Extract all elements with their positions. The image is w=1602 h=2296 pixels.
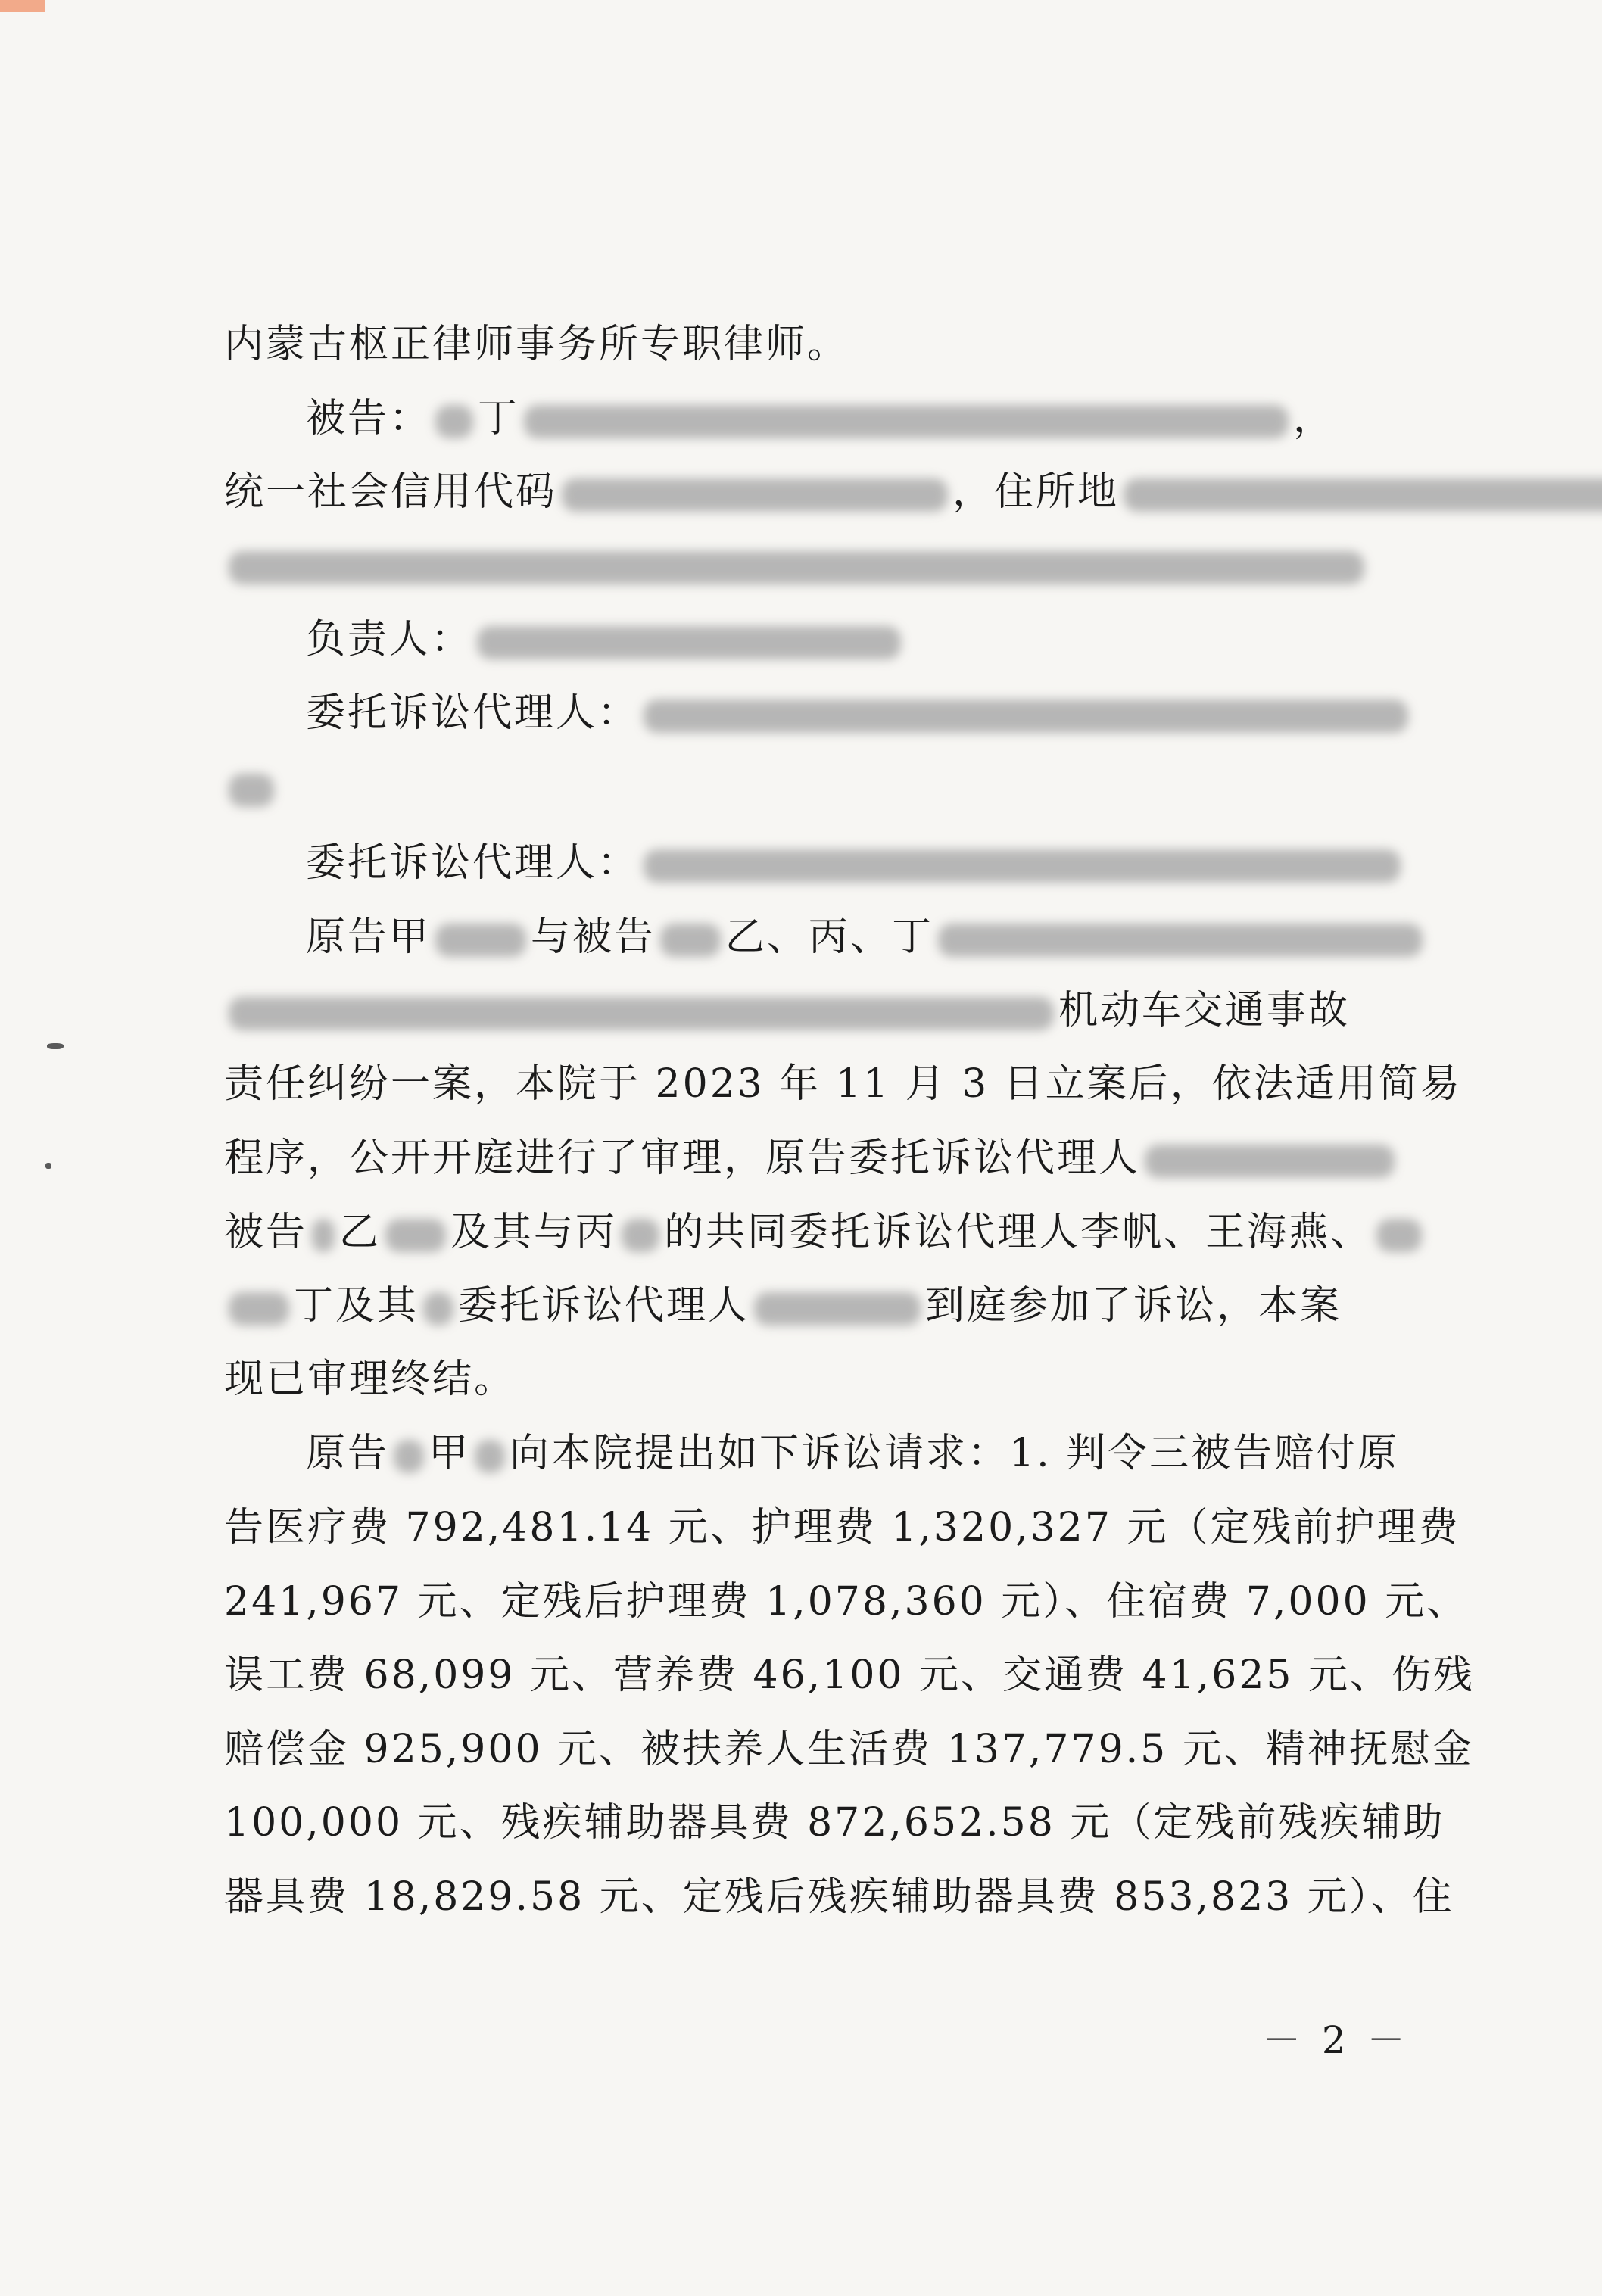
corner-mark — [0, 0, 45, 12]
text-segment: 委托诉讼代理人： — [306, 690, 640, 736]
text-line — [224, 1572, 1469, 1632]
text-segment: 丁 — [478, 396, 520, 441]
text-line — [224, 462, 1360, 522]
text-segment: 乙 — [339, 1210, 382, 1255]
text-segment: 到庭参加了诉讼，本案 — [925, 1283, 1342, 1329]
redaction-blur — [660, 924, 721, 957]
text-segment: 告医疗费 792,481.14 元、护理费 1,320,327 元（定残前护理费 — [224, 1505, 1460, 1550]
text-segment: 丙 — [575, 1210, 618, 1255]
text-line — [224, 1719, 1474, 1780]
scan-speck — [47, 1043, 64, 1049]
text-segment: 甲 — [429, 1431, 471, 1476]
redaction-blur — [435, 405, 473, 438]
text-line — [224, 1645, 1476, 1706]
text-segment: 与被告 — [531, 914, 656, 960]
text-segment: 向本院提出如下诉讼请求：1. 判令三被告赔付原 — [510, 1431, 1400, 1476]
redaction-blur — [644, 699, 1408, 733]
redaction-blur — [1145, 1145, 1395, 1178]
text-segment: 原告 — [306, 1431, 390, 1476]
redaction-blur — [229, 551, 1364, 584]
text-segment: ，住所地 — [952, 469, 1120, 515]
scan-speck — [45, 1163, 51, 1169]
text-segment: 赔偿金 925,900 元、被扶养人生活费 137,779.5 元、精神抚慰金 — [224, 1727, 1474, 1772]
redaction-blur — [754, 1292, 921, 1326]
text-segment: 责任纠纷一案，本院于 2023 年 11 月 3 日立案后，依法适用简易 — [224, 1061, 1462, 1107]
text-segment: ， — [1293, 396, 1336, 441]
text-segment: 内蒙古枢正律师事务所专职律师。 — [224, 322, 849, 367]
text-line — [306, 907, 1360, 967]
redaction-blur — [394, 1440, 424, 1473]
text-segment: 甲 — [389, 914, 432, 960]
text-segment: 原告 — [306, 914, 390, 960]
redaction-blur — [385, 1219, 446, 1252]
text-line — [224, 1793, 1445, 1853]
text-line — [224, 980, 1360, 1041]
redaction-blur — [475, 1440, 505, 1473]
text-line — [224, 534, 1360, 595]
text-segment: 程序，公开开庭进行了审理，原告委托诉讼代理人 — [224, 1136, 1141, 1181]
redaction-blur — [1124, 478, 1602, 512]
text-line — [224, 1497, 1460, 1558]
redaction-blur — [477, 626, 901, 659]
text-segment: 现已审理终结。 — [224, 1357, 516, 1402]
text-segment: 100,000 元、残疾辅助器具费 872,652.58 元（定残前残疾辅助 — [224, 1800, 1445, 1846]
text-segment: 被告： — [306, 396, 432, 441]
text-line — [224, 1054, 1462, 1114]
redaction-blur — [562, 478, 948, 512]
redaction-blur — [229, 774, 274, 807]
text-segment: 机动车交通事故 — [1058, 988, 1351, 1033]
redaction-blur — [622, 1219, 659, 1252]
redaction-blur — [229, 1292, 289, 1326]
text-segment: 负责人： — [306, 617, 473, 662]
text-line — [224, 1867, 1454, 1927]
redaction-blur — [229, 997, 1054, 1030]
text-line — [306, 388, 1360, 449]
text-line — [306, 683, 1360, 743]
redaction-blur — [312, 1219, 335, 1252]
redaction-blur — [524, 405, 1289, 438]
text-segment: 器具费 18,829.58 元、定残后残疾辅助器具费 853,823 元）、住 — [224, 1874, 1454, 1920]
text-line — [306, 609, 1360, 670]
text-line — [224, 1128, 1360, 1188]
redaction-blur — [435, 924, 526, 957]
text-segment: 及其与 — [450, 1210, 576, 1255]
text-segment: 委托诉讼代理人： — [306, 840, 640, 886]
text-segment: 统一社会信用代码 — [224, 469, 558, 515]
text-segment: 委托诉讼代理人 — [458, 1283, 750, 1329]
text-line — [224, 1276, 1360, 1336]
text-line — [224, 314, 1360, 375]
text-segment: 丁及其 — [294, 1283, 419, 1329]
redaction-blur — [644, 849, 1401, 883]
redaction-blur — [938, 924, 1423, 957]
text-line — [224, 757, 1360, 818]
text-line — [306, 1423, 1400, 1484]
text-line — [224, 1202, 1373, 1263]
redaction-blur — [423, 1292, 453, 1326]
text-segment: 241,967 元、定残后护理费 1,078,360 元）、住宿费 7,000 元、 — [224, 1579, 1469, 1625]
text-segment: 误工费 68,099 元、营养费 46,100 元、交通费 41,625 元、伤残 — [224, 1653, 1476, 1698]
text-line — [224, 1349, 1360, 1410]
text-segment: 乙、丙、丁 — [725, 914, 934, 960]
text-segment: 被告 — [224, 1210, 308, 1255]
redaction-blur — [1376, 1219, 1422, 1252]
text-line — [306, 833, 1360, 893]
page-number: － 2 － — [1263, 2018, 1410, 2062]
text-segment: 的共同委托诉讼代理人李帆、王海燕、 — [664, 1210, 1373, 1255]
